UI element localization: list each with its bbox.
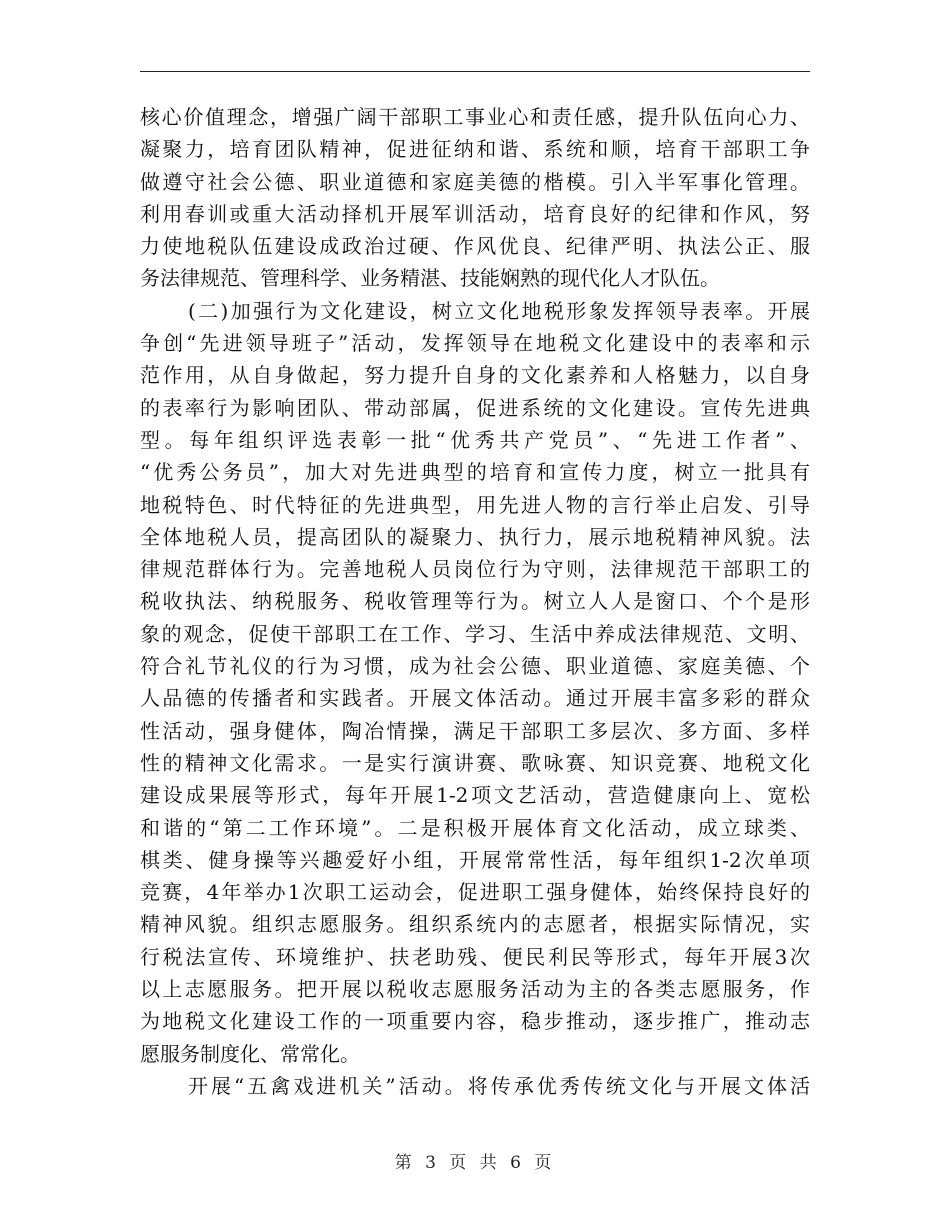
text-line: 核心价值理念，增强广阔干部职工事业心和责任感，提升队伍向心力、	[140, 105, 810, 129]
text-line: 凝聚力，培育团队精神，促进征纳和谐、系统和顺，培育干部职工争	[140, 137, 810, 162]
text-line: 地税特色、时代特征的先进典型，用先进人物的言行举止启发、引导	[140, 492, 810, 517]
text-line: 型。每年组织评选表彰一批“优秀共产党员”、“先进工作者”、	[140, 427, 810, 452]
text-line: 争创“先进领导班子”活动，发挥领导在地税文化建设中的表率和示	[140, 331, 810, 356]
text-line: 象的观念，促使干部职工在工作、学习、生活中养成法律规范、文明、	[140, 621, 810, 646]
page-footer: 第 3 页 共 6 页	[394, 1153, 556, 1173]
text-line: 符合礼节礼仪的行为习惯，成为社会公德、职业道德、家庭美德、个	[140, 654, 810, 679]
text-line: 竞赛，4年举办1次职工运动会，促进职工强身健体，始终保持良好的	[140, 880, 810, 905]
text-line: 以上志愿服务。把开展以税收志愿服务活动为主的各类志愿服务，作	[140, 977, 810, 1002]
text-line: 全体地税人员，提高团队的凝聚力、执行力，展示地税精神风貌。法	[140, 524, 810, 549]
text-line: 力使地税队伍建设成政治过硬、作风优良、纪律严明、执法公正、服	[140, 234, 810, 259]
text-line: 务法律规范、管理科学、业务精湛、技能娴熟的现代化人才队伍。	[140, 266, 720, 291]
text-line: 行税法宣传、环境维护、扶老助残、便民利民等形式，每年开展3次	[140, 944, 810, 969]
text-line: 的表率行为影响团队、带动部属，促进系统的文化建设。宣传先进典	[140, 395, 810, 420]
text-line: 性的精神文化需求。一是实行演讲赛、歌咏赛、知识竞赛、地税文化	[140, 750, 810, 775]
header-rule	[140, 71, 810, 72]
text-line: 性活动，强身健体，陶冶情操，满足干部职工多层次、多方面、多样	[140, 718, 810, 743]
text-line: 人品德的传播者和实践者。开展文体活动。通过开展丰富多彩的群众	[140, 686, 810, 711]
text-line: “优秀公务员”，加大对先进典型的培育和宣传力度，树立一批具有	[140, 460, 810, 485]
text-line: (二)加强行为文化建设，树立文化地税形象发挥领导表率。开展	[188, 298, 810, 323]
text-line: 建设成果展等形式，每年开展1-2项文艺活动，营造健康向上、宽松	[140, 783, 810, 808]
text-line: 棋类、健身操等兴趣爱好小组，开展常常性活，每年组织1-2次单项	[140, 847, 810, 872]
text-line: 愿服务制度化、常常化。	[140, 1041, 360, 1066]
text-line: 做遵守社会公德、职业道德和家庭美德的楷模。引入半军事化管理。	[140, 169, 810, 194]
text-line: 范作用，从自身做起，努力提升自身的文化素养和人格魅力，以自身	[140, 363, 810, 388]
text-line: 税收执法、纳税服务、税收管理等行为。树立人人是窗口、个个是形	[140, 589, 810, 614]
text-line: 律规范群体行为。完善地税人员岗位行为守则，法律规范干部职工的	[140, 557, 810, 582]
body-text	[140, 101, 810, 1102]
text-line: 为地税文化建设工作的一项重要内容，稳步推动，逐步推广，推动志	[140, 1009, 810, 1034]
text-line: 精神风貌。组织志愿服务。组织系统内的志愿者，根据实际情况，实	[140, 912, 810, 937]
text-line: 开展“五禽戏进机关”活动。将传承优秀传统文化与开展文体活	[188, 1073, 810, 1098]
text-line: 利用春训或重大活动择机开展军训活动，培育良好的纪律和作风，努	[140, 201, 810, 226]
text-line: 和谐的“第二工作环境”。二是积极开展体育文化活动，成立球类、	[140, 815, 810, 840]
